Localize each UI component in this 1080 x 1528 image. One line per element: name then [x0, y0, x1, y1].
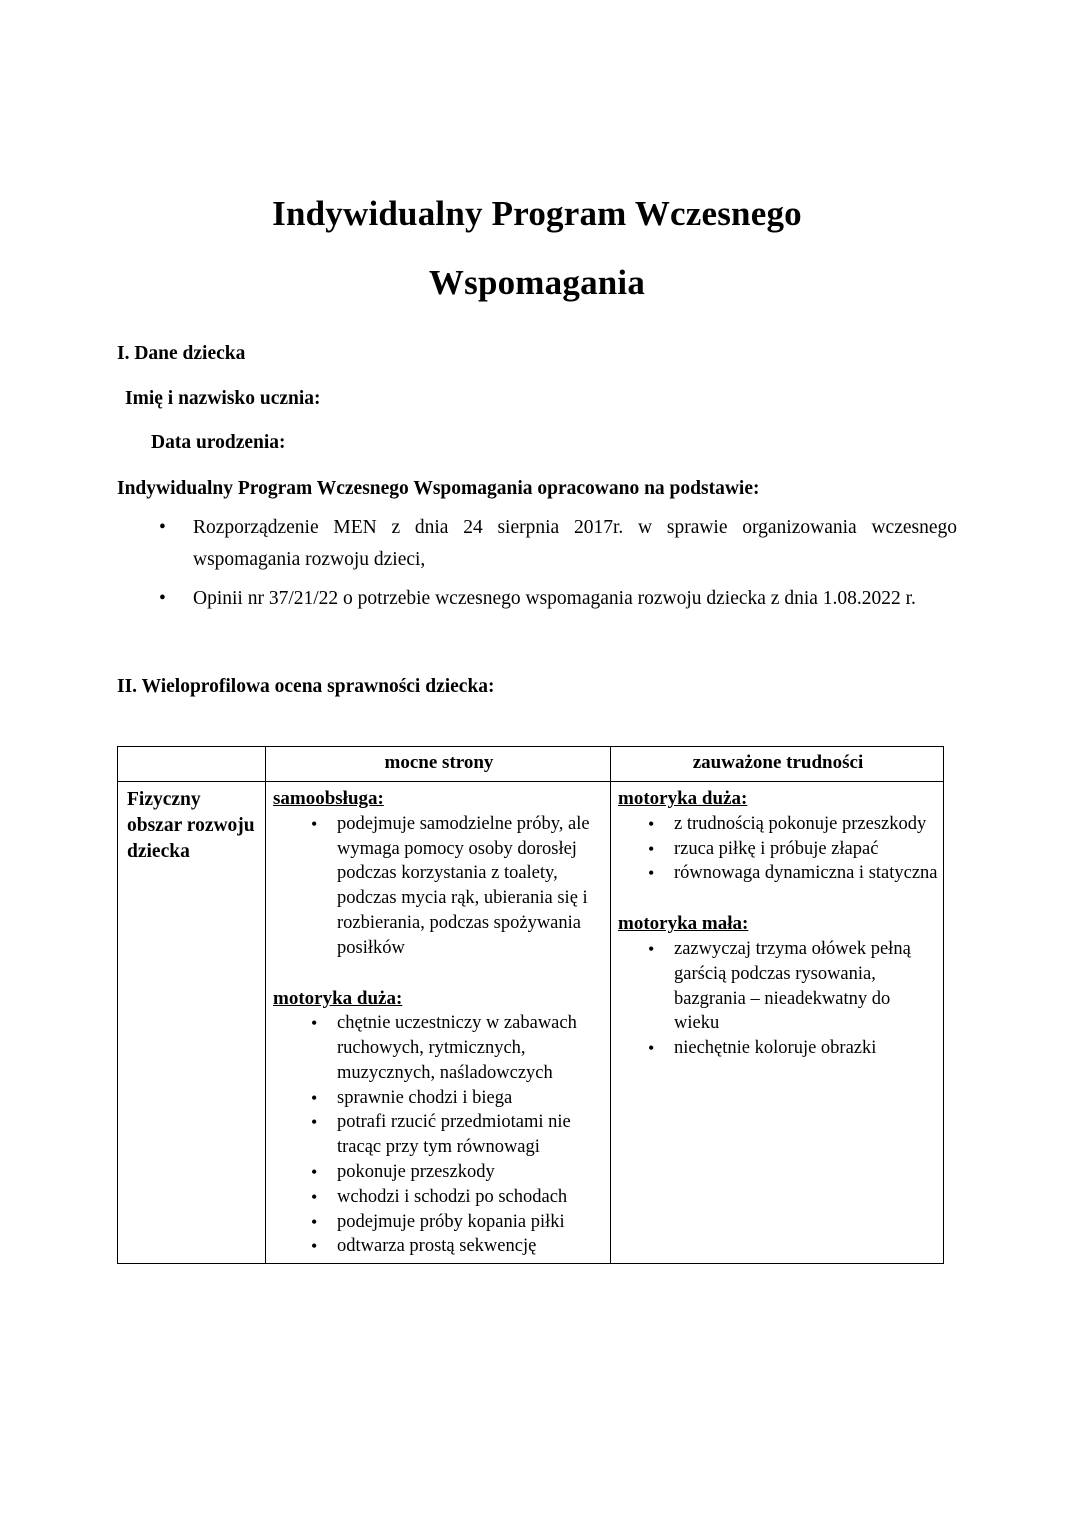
assessment-table	[117, 746, 944, 1264]
list-item: • Opinii nr 37/21/22 o potrzebie wczesnego wspomagania rozwoju dziecka z dnia 1.08.2022 r.	[117, 583, 957, 615]
list-item: • niechętnie koloruje obrazki	[618, 1036, 938, 1061]
group-list-motoryka-mala	[618, 937, 938, 1061]
list-item: • sprawnie chodzi i biega	[273, 1086, 605, 1111]
table-header	[118, 747, 944, 782]
group-list-samoobsluga	[273, 812, 605, 961]
list-item: • podejmuje próby kopania piłki	[273, 1210, 605, 1235]
group-title-samoobsluga: samoobsługa:	[273, 788, 384, 810]
group-title-motoryka-mala: motoryka mała:	[618, 913, 749, 935]
child-name-label: Imię i nazwisko ucznia:	[125, 387, 321, 409]
page-title-line-2: Wspomagania	[428, 263, 646, 302]
list-item: • Rozporządzenie MEN z dnia 24 sierpnia 2017r. w sprawie organizowania wczesnego wspomagania rozwoju dzieci,	[117, 512, 957, 575]
group-list-motoryka-duza-difficulties	[618, 812, 938, 886]
section-1-heading: I. Dane dziecka	[117, 343, 246, 364]
group-title-motoryka-duza-strengths: motoryka duża:	[273, 987, 403, 1009]
list-item: • wchodzi i schodzi po schodach	[273, 1185, 605, 1210]
legal-basis-intro: Indywidualny Program Wczesnego Wspomagania opracowano na podstawie:	[117, 477, 760, 499]
list-item: • odtwarza prostą sekwencję	[273, 1234, 605, 1259]
legal-basis-list	[117, 512, 957, 615]
list-item: • równowaga dynamiczna i statyczna	[618, 861, 938, 886]
table-header-difficulties: zauważone trudności	[611, 747, 944, 782]
page-content	[117, 0, 957, 1264]
section-2-heading: II. Wieloprofilowa ocena sprawności dziecka:	[117, 675, 495, 697]
table-header-strengths: mocne strony	[266, 747, 611, 782]
difficulties-content	[618, 784, 938, 1061]
list-item: • potrafi rzucić przedmiotami nie tracąc przy tym równowagi	[273, 1110, 605, 1160]
page-title-line-1: Indywidualny Program Wczesnego	[272, 194, 802, 233]
list-item: • podejmuje samodzielne próby, ale wymaga pomocy osoby dorosłej podczas korzystania z toalety, podczas mycia rąk, ubierania się i rozbierania, podczas spożywania posiłków	[273, 812, 605, 961]
table-row	[118, 782, 944, 1264]
row-label-physical-development: Fizyczny obszar rozwoju dziecka	[118, 782, 266, 1264]
table-body	[118, 782, 944, 1264]
page-title	[117, 0, 957, 300]
list-item: • z trudnością pokonuje przeszkody	[618, 812, 938, 837]
group-list-motoryka-duza-strengths	[273, 1011, 605, 1259]
list-item: • chętnie uczestniczy w zabawach ruchowych, rytmicznych, muzycznych, naśladowczych	[273, 1011, 605, 1085]
list-item: • zazwyczaj trzyma ołówek pełną garścią podczas rysowania, bazgrania – nieadekwatny do wieku	[618, 937, 938, 1036]
cell-strengths	[266, 782, 611, 1264]
strengths-content	[273, 784, 605, 1259]
table-header-row	[118, 747, 944, 782]
list-item: • pokonuje przeszkody	[273, 1160, 605, 1185]
cell-difficulties	[611, 782, 944, 1264]
group-title-motoryka-duza-difficulties: motoryka duża:	[618, 788, 748, 810]
list-item: • rzuca piłkę i próbuje złapać	[618, 837, 938, 862]
table-corner-cell	[118, 747, 266, 782]
birth-date-label: Data urodzenia:	[151, 432, 286, 453]
